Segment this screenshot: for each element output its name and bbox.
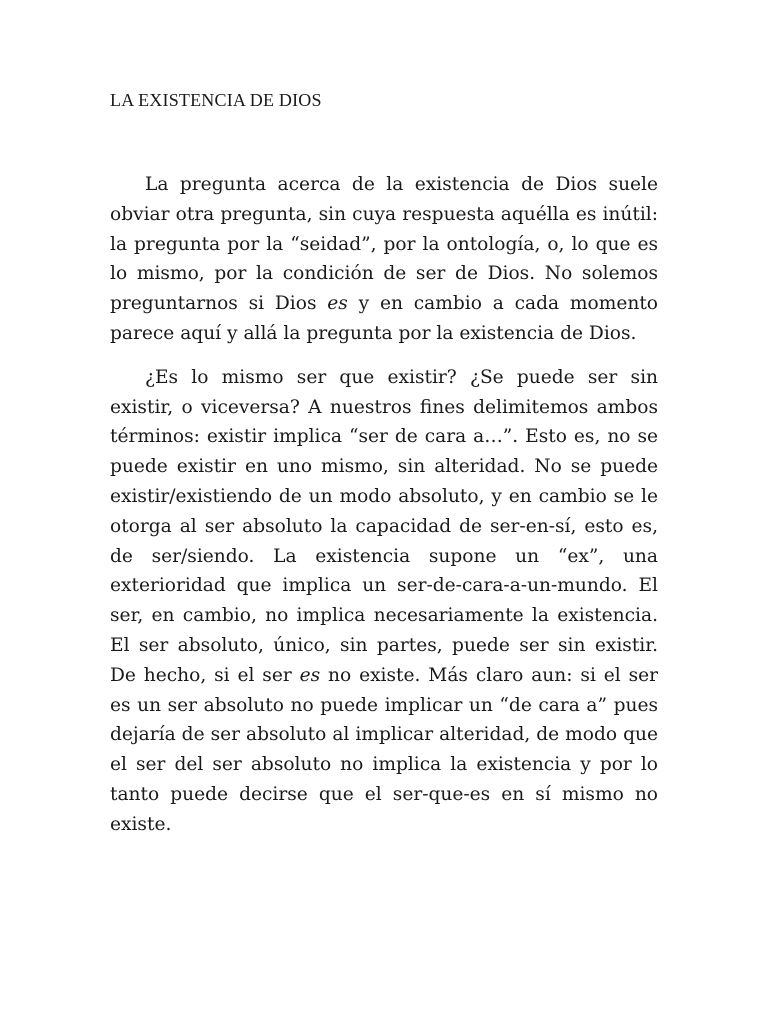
paragraph-1-emphasis: es [327, 293, 348, 315]
paragraph-1-text-a: La pregunta acerca de la existencia de Dios suele obviar otra pregunta, sin cuya respuesta aquélla es inútil: la pregunta por la “seidad”, por la ontología, o, lo que es lo mismo, por la condición de ser de Dios. No solemos preguntarnos si Dios [110, 174, 658, 315]
document-title: LA EXISTENCIA DE DIOS [110, 90, 322, 110]
paragraph-1 [110, 170, 658, 349]
paragraph-2-emphasis: es [299, 664, 321, 686]
paragraph-2-text-a: ¿Es lo mismo ser que existir? ¿Se puede ser sin existir, o viceversa? A nuestros fines delimitemos ambos términos: existir implica “ser de cara a…”. Esto es, no se puede existir en uno mismo, sin alteridad. No se puede existir/existiendo de un modo absoluto, y en cambio se le otorga al ser absoluto la capacidad de ser-en-sí, esto es, de ser/siendo. La existencia supone un “ex”, una exterioridad que implica un ser-de-cara-a-un-mundo. El ser, en cambio, no implica necesariamente la existencia. El ser absoluto, único, sin partes, puede ser sin existir. De hecho, si el ser [110, 366, 658, 686]
paragraph-1-text-b: y en cambio a cada momento parece aquí y allá la pregunta por la existencia de Dios. [110, 293, 658, 344]
document-body [110, 170, 658, 840]
paragraph-2 [110, 363, 658, 840]
paragraph-2-text-b: no existe. Más claro aun: si el ser es un ser absoluto no puede implicar un “de cara a” pues dejaría de ser absoluto al implicar alteridad, de modo que el ser del ser absoluto no implica la existencia y por lo tanto puede decirse que el ser-que-es en sí mismo no existe. [110, 664, 659, 835]
